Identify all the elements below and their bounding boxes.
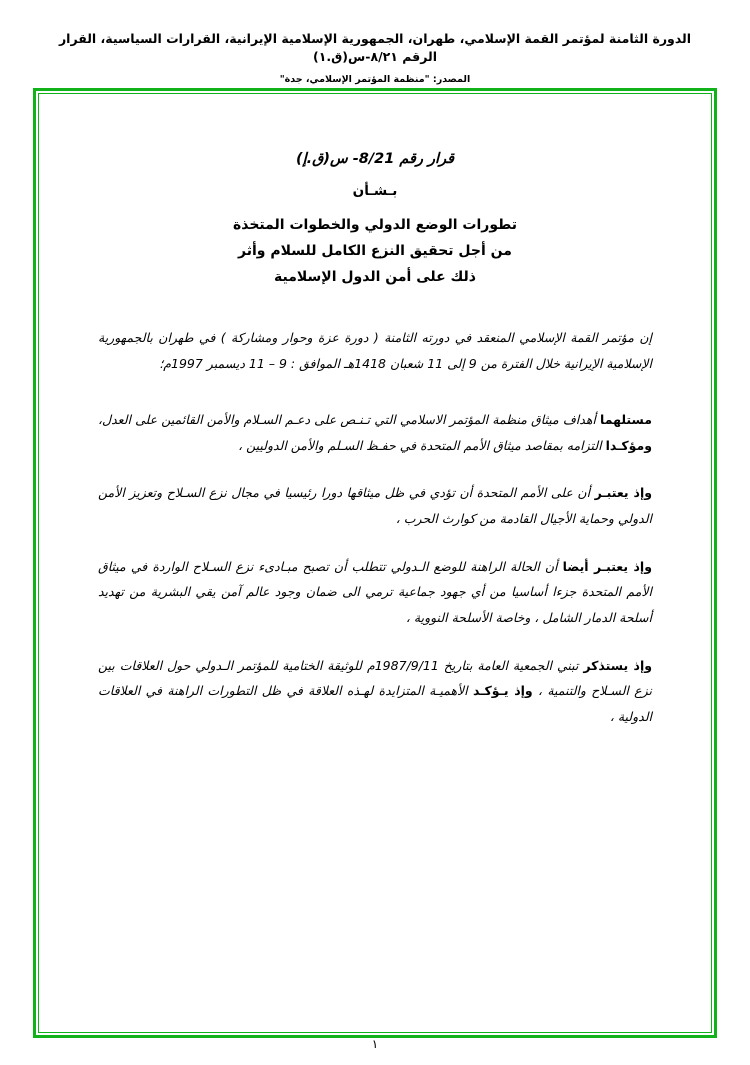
clause-lead-2: وإذ يعتبـر (594, 485, 653, 501)
header-source-line: المصدر: "منظمة المؤتمر الإسلامي، جدة" (279, 74, 471, 85)
clause-paragraph-4 (98, 653, 652, 730)
document-content (36, 91, 714, 1035)
document-header (0, 30, 750, 85)
clause-paragraph-2 (98, 480, 652, 531)
clause-text-1: أهداف ميثاق منظمة المؤتمر الاسلامي التي تـنـص على دعـم السـلام والأمن القائمين على العدل، (98, 412, 600, 428)
clause-text-1b: التزامه بمقاصد ميثاق الأمم المتحدة في حفـظ السـلم والأمن الدوليين ، (238, 437, 606, 453)
clause-lead-1: مستلهما (600, 412, 652, 428)
page-number: ١ (371, 1037, 379, 1051)
clause-paragraph-1 (98, 407, 652, 458)
clause-lead-3: وإذ يعتبـر أيضا (562, 558, 652, 574)
header-conference-line: الدورة الثامنة لمؤتمر القمة الإسلامي، طهران، الجمهورية الإسلامية الإيرانية، القرارات السياسية، القرار الرقم ٨/٢١-س(ق.١) (58, 31, 692, 64)
clause-text-2: أن على الأمم المتحدة أن تؤدي في ظل ميثاقها دورا رئيسيا في مجال نزع السـلاح وتعزيز الأمن الدولي وحماية الأجيال القادمة من كوارث الحرب ، (98, 485, 652, 527)
page-border-frame (33, 88, 717, 1038)
resolution-number: قرار رقم 8/21- س(ق.إ) (295, 151, 455, 167)
clause-text-4b: الأهميـة المتزايدة لهـذه العلاقة في ظل التطورات الراهنة في العلاقات الدولية ، (98, 683, 652, 724)
clause-text-3: أن الحالة الراهنة للوضع الـدولي تتطلب أن تصبح مبـادىء نزع السـلاح الواردة في ميثاق الأمم المتحدة جزءا أساسيا من أي جهود جماعية ترمي الى ضمان وجود عالم آمن يقي البشرية من تهديد أسلحة الدمار الشامل ، وخاصة الأسلحة النووية ، (98, 558, 652, 625)
clause-lead-4: وإذ يستذكر (583, 657, 652, 673)
resolution-concerning-label: بـشـأن (352, 183, 398, 199)
resolution-title-block (98, 151, 652, 291)
clause-lead-1b: ومؤكـدا (605, 437, 652, 453)
resolution-title-line-1: تطورات الوضع الدولي والخطوات المتخذة (232, 217, 517, 233)
clause-lead-4b: وإذ يـؤكـد (472, 683, 533, 699)
clause-paragraph-3 (98, 554, 652, 631)
preamble-paragraph: إن مؤتمر القمة الإسلامي المنعقد في دورته الثامنة ( دورة عزة وحوار ومشاركة ) في طهران بالجمهورية الإسلامية الإيرانية خلال الفترة من 9 إلى 11 شعبان 1418هـ الموافق : 9 – 11 ديسمبر 1997م؛ (98, 329, 652, 371)
resolution-title-line-2: من أجل تحقيق النزع الكامل للسلام وأثر (238, 242, 512, 259)
clause-text-4: تبني الجمعية العامة بتاريخ 1987/9/11م للوثيقة الختامية للمؤتمر الـدولي حول العلاقات بين نزع السـلاح والتنمية ، (98, 657, 652, 699)
resolution-title-line-3: ذلك على أمن الدول الإسلامية (274, 268, 476, 285)
